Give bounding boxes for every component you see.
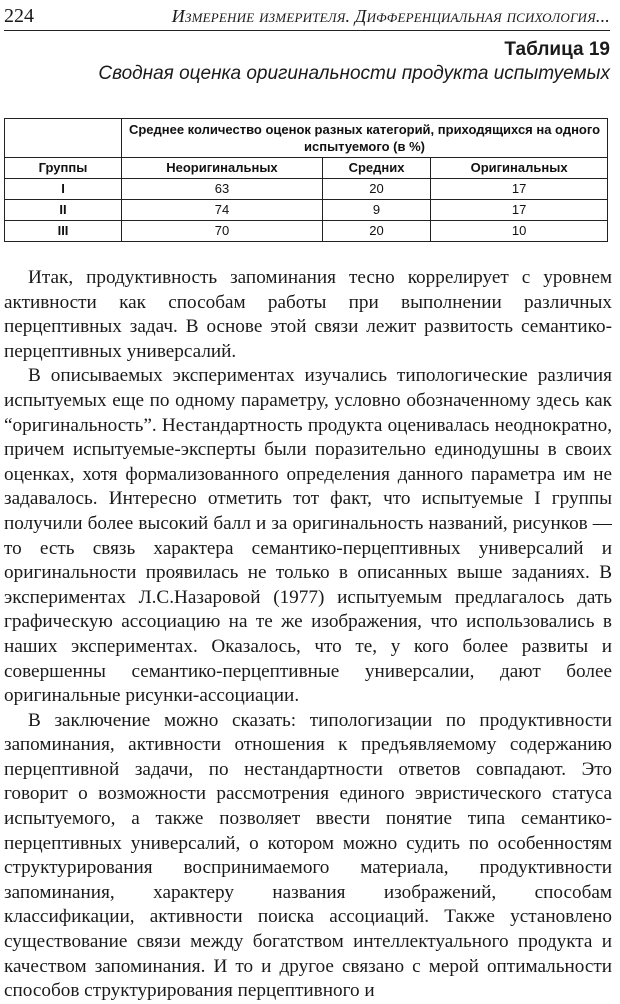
table-caption: Сводная оценка оригинальности продукта испытуемых — [98, 63, 610, 84]
body-text — [4, 266, 612, 1004]
table-cell: III — [5, 221, 122, 242]
column-header: Средних — [322, 158, 430, 179]
table-row — [5, 200, 608, 221]
table-corner-cell — [5, 119, 122, 158]
table-cell: 17 — [431, 179, 608, 200]
column-header: Оригинальных — [431, 158, 608, 179]
table-row — [5, 179, 608, 200]
table-cell: II — [5, 200, 122, 221]
table-cell: 9 — [322, 200, 430, 221]
page-header — [4, 4, 610, 28]
table-cell: 20 — [322, 179, 430, 200]
paragraph: Итак, продуктивность запоминания тесно коррелирует с уровнем активности как способам работы при выполнении различных перцептивных задач. В основе этой связи лежит развитость семантико-перцептивных универсалий. — [4, 267, 612, 362]
header-rule — [4, 30, 610, 31]
running-head: Измерение измерителя. Дифференциальная психология... — [171, 6, 610, 26]
table-cell: I — [5, 179, 122, 200]
table-cell: 70 — [122, 221, 323, 242]
table-cell: 63 — [122, 179, 323, 200]
table-cell: 17 — [431, 200, 608, 221]
page-number: 224 — [4, 5, 34, 27]
column-header: Группы — [5, 158, 122, 179]
summary-table — [4, 118, 608, 242]
paragraph: В описываемых экспериментах изучались типологические различия испытуемых еще по одному параметру, условно обозначенному здесь как “оригинальность”. Нестандартность продукта оценивалась неоднократно, причем испытуемые-эксперты были поразительно единодушны в своих оценках, хотя формализованного определения данного параметра им не задавалось. Интересно отметить тот факт, что испытуемые I группы получили более высокий балл и за оригинальность названий, рисунков — то есть связь характера семантико-перцептивных универсалий и оригинальности проявилась не только в описанных выше заданиях. В экспериментах Л.С.Назаровой (1977) испытуемым предлагалось дать графическую ассоциацию на те же изображения, что использовались в наших экспериментах. Оказалось, что те, у кого более развиты и совершенны семантико-перцептивные универсалии, дают более оригинальные рисунки-ассоциации. — [4, 365, 612, 707]
table-row — [5, 221, 608, 242]
table-cell: 74 — [122, 200, 323, 221]
column-header: Неоригинальных — [122, 158, 323, 179]
paragraph: В заключение можно сказать: типологизации по продуктивности запоминания, активности отношения к предъявляемому содержанию перцептивной задачи, по нестандартности ответов совпадают. Это говорит о возможности рассмотрения единого эвристического статуса испытуемого, а также позволяет ввести понятие типа семантико-перцептивных универсалий, о котором можно судить по особенностям структурирования воспринимаемого материала, продуктивности запоминания, характеру названия изображений, способам классификации, активности поиска ассоциаций. Также установлено существование связи между богатством интеллектуального продукта и качеством запоминания. И то и другое связано с мерой оптимальности способов структурирования перцептивного и — [4, 709, 612, 1002]
table-column-header-row — [5, 158, 608, 179]
table-title: Таблица 19 — [504, 39, 610, 60]
span-header: Среднее количество оценок разных категорий, приходящихся на одного испытуемого (в %) — [122, 119, 608, 158]
table-cell: 10 — [431, 221, 608, 242]
table-cell: 20 — [322, 221, 430, 242]
table-header-row — [5, 119, 608, 158]
